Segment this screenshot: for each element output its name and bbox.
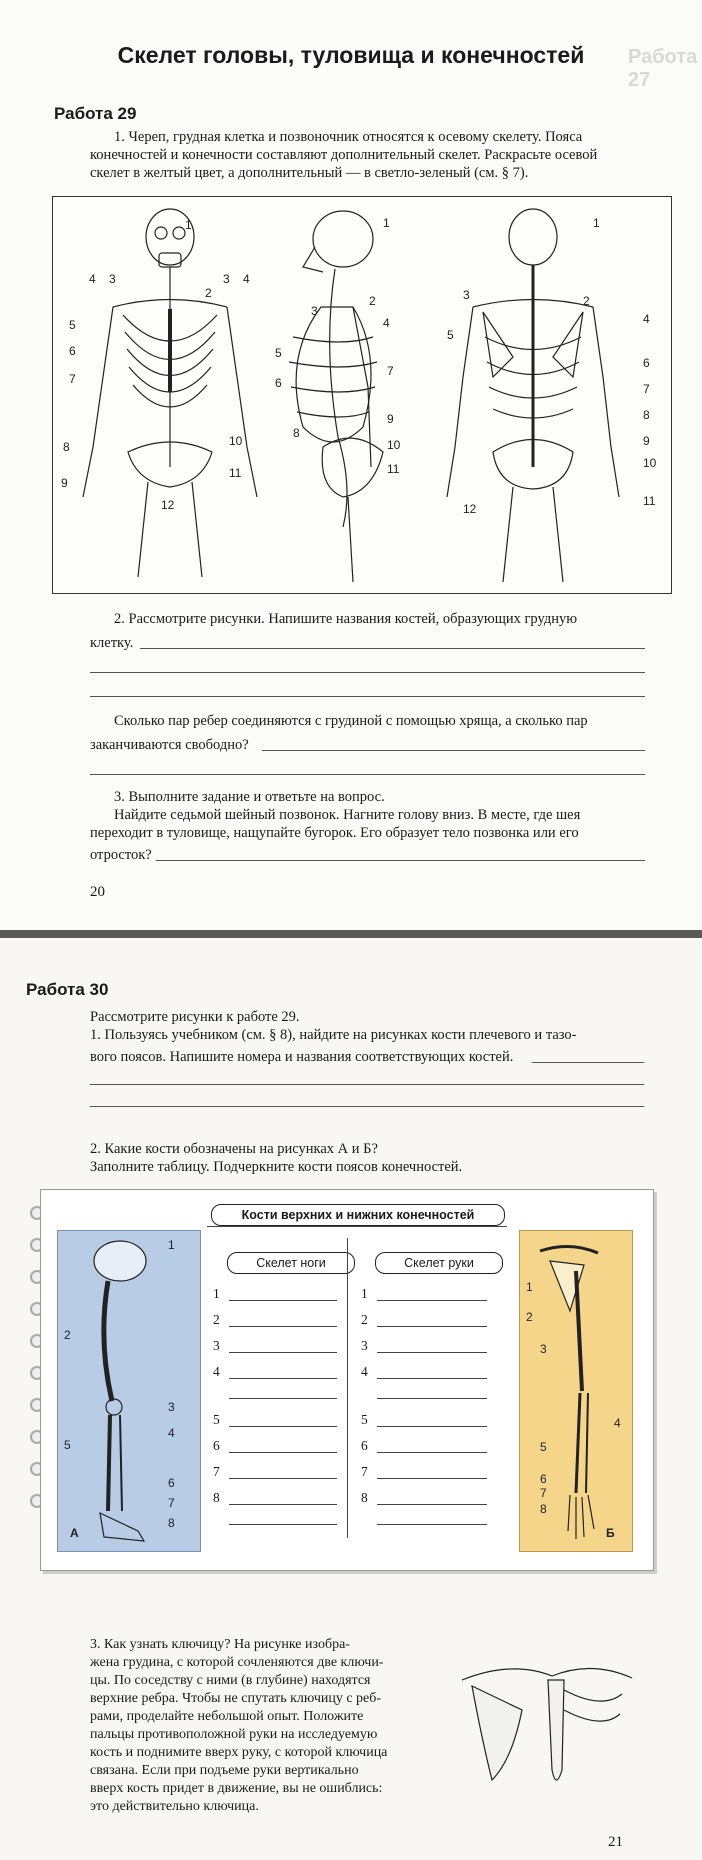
panel-b-num-2: 2 <box>526 1310 533 1324</box>
front-label-10: 10 <box>229 434 243 448</box>
task2-line2: клетку. <box>90 635 134 651</box>
arm-row-line[interactable] <box>377 1524 487 1525</box>
page-title: Скелет головы, туловища и конечностей <box>117 42 585 68</box>
table-divider <box>347 1238 348 1538</box>
leg-row-number: 7 <box>213 1464 220 1479</box>
answer-line[interactable] <box>532 1062 644 1063</box>
front-label-12: 12 <box>161 498 175 512</box>
panel-b-num-8: 8 <box>540 1502 547 1516</box>
panel-a-num-3: 3 <box>168 1400 175 1414</box>
panel-b-letter: Б <box>606 1526 615 1540</box>
front-label-4b: 4 <box>243 272 250 286</box>
p21-task3-line2: жена грудина, с которой сочленяются две ключи- <box>90 1655 384 1670</box>
leg-row-number: 6 <box>213 1438 220 1453</box>
panel-a-num-7: 7 <box>168 1496 175 1510</box>
answer-line[interactable] <box>90 774 645 775</box>
q2-line2: заканчиваются свободно? <box>90 737 249 753</box>
front-label-9: 9 <box>61 476 68 490</box>
side-label-3: 3 <box>311 304 318 318</box>
p21-task3-line9: вверх кость придет в движение, вы не ошиблись: <box>90 1781 383 1796</box>
panel-a-letter: А <box>70 1526 79 1540</box>
leg-skeleton-illustration <box>58 1231 200 1551</box>
front-label-8: 8 <box>63 440 70 454</box>
leg-row-line[interactable] <box>229 1452 337 1453</box>
arm-row-number: 5 <box>361 1412 368 1427</box>
panel-b-num-1: 1 <box>526 1280 533 1294</box>
page-number-21: 21 <box>608 1834 623 1850</box>
panel-a-leg <box>57 1230 201 1552</box>
answer-line[interactable] <box>90 1106 644 1107</box>
side-label-2: 2 <box>369 294 376 308</box>
arm-row-line[interactable] <box>377 1352 487 1353</box>
answer-line[interactable] <box>156 860 645 861</box>
leg-row-number: 8 <box>213 1490 220 1505</box>
side-label-11: 11 <box>387 462 400 476</box>
side-label-4: 4 <box>383 316 390 330</box>
front-label-11: 11 <box>229 466 242 480</box>
leg-row-number: 2 <box>213 1312 220 1327</box>
arm-row-number: 2 <box>361 1312 368 1327</box>
p21-task3-line6: пальцы противоположной руки на исследуемую <box>90 1727 378 1742</box>
leg-row-line[interactable] <box>229 1326 337 1327</box>
side-label-7: 7 <box>387 364 394 378</box>
answer-line[interactable] <box>140 648 645 649</box>
task1-line3: скелет в желтый цвет, а дополнительный — в светло-зеленый (см. § 7). <box>90 165 529 181</box>
table-title: Кости верхних и нижних конечностей <box>211 1204 505 1226</box>
q2-line1: Сколько пар ребер соединяются с грудиной с помощью хряща, а сколько пар <box>114 713 588 729</box>
front-label-5: 5 <box>69 318 76 332</box>
arm-row-line[interactable] <box>377 1378 487 1379</box>
arm-row-number: 3 <box>361 1338 368 1353</box>
p21-task3-line4: верхние ребра. Чтобы не спутать ключицу с реб- <box>90 1691 382 1706</box>
arm-row-line[interactable] <box>377 1300 487 1301</box>
arm-row-line[interactable] <box>377 1504 487 1505</box>
front-label-6: 6 <box>69 344 76 358</box>
arm-row-number: 1 <box>361 1286 368 1301</box>
p21-task3-line1: 3. Как узнать ключицу? На рисунке изобра- <box>90 1637 350 1652</box>
front-label-7: 7 <box>69 372 76 386</box>
back-label-4: 4 <box>643 312 650 326</box>
leg-row-line[interactable] <box>229 1426 337 1427</box>
panel-a-num-1: 1 <box>168 1238 175 1252</box>
table-top-line <box>207 1226 507 1227</box>
panel-b-num-5: 5 <box>540 1440 547 1454</box>
answer-line[interactable] <box>90 672 645 673</box>
arm-row-number: 6 <box>361 1438 368 1453</box>
back-label-7: 7 <box>643 382 650 396</box>
back-label-9: 9 <box>643 434 650 448</box>
p21-task3-line3: цы. По соседству с ними (в глубине) находятся <box>90 1673 371 1688</box>
answer-line[interactable] <box>262 750 645 751</box>
panel-a-num-2: 2 <box>64 1328 71 1342</box>
p21-task3-line5: рами, проделайте небольшой опыт. Положите <box>90 1709 364 1724</box>
leg-row-number: 5 <box>213 1412 220 1427</box>
col-header-arm: Скелет руки <box>375 1252 503 1274</box>
arm-skeleton-illustration <box>520 1231 632 1551</box>
page-number-20: 20 <box>90 884 105 900</box>
p21-task3-line8: связана. Если при подъеме руки вертикально <box>90 1763 359 1778</box>
back-label-5: 5 <box>447 328 454 342</box>
side-label-6: 6 <box>275 376 282 390</box>
panel-b-num-3: 3 <box>540 1342 547 1356</box>
leg-row-number: 1 <box>213 1286 220 1301</box>
front-label-4: 4 <box>89 272 96 286</box>
p21-task1-line1: 1. Пользуясь учебником (см. § 8), найдите на рисунках кости плечевого и тазо- <box>90 1027 577 1043</box>
arm-row-number: 4 <box>361 1364 368 1379</box>
side-label-10: 10 <box>387 438 401 452</box>
back-label-12: 12 <box>463 502 477 516</box>
back-label-8: 8 <box>643 408 650 422</box>
panel-b-arm <box>519 1230 633 1552</box>
front-label-1: 1 <box>185 218 192 232</box>
leg-row-number: 4 <box>213 1364 220 1379</box>
leg-row-line[interactable] <box>229 1478 337 1479</box>
side-label-5: 5 <box>275 346 282 360</box>
task1-line2: конечностей и конечности составляют дополнительный скелет. Раскрасьте осевой <box>90 147 598 163</box>
skeleton-figure <box>52 196 672 594</box>
work-title-30: Работа 30 <box>26 980 109 999</box>
ghost-text: Работа 27 <box>628 46 698 91</box>
back-label-10: 10 <box>643 456 657 470</box>
task3-line3: переходит в туловище, нащупайте бугорок. Его образует тело позвонка или его <box>90 825 579 841</box>
p21-task2-line1: 2. Какие кости обозначены на рисунках А и Б? <box>90 1141 378 1157</box>
leg-row-line[interactable] <box>229 1300 337 1301</box>
limbs-table-card <box>40 1189 654 1571</box>
panel-b-num-6: 6 <box>540 1472 547 1486</box>
work-title-29: Работа 29 <box>54 104 137 123</box>
p21-task2-line2: Заполните таблицу. Подчеркните кости поясов конечностей. <box>90 1159 463 1175</box>
side-label-1: 1 <box>383 216 390 230</box>
panel-a-num-5: 5 <box>64 1438 71 1452</box>
answer-line[interactable] <box>90 1084 644 1085</box>
leg-row-line[interactable] <box>229 1352 337 1353</box>
panel-b-num-4: 4 <box>614 1416 621 1430</box>
p21-task3-line10: это действительно ключица. <box>90 1799 259 1814</box>
front-label-3b: 3 <box>223 272 230 286</box>
arm-row-number: 8 <box>361 1490 368 1505</box>
arm-row-line[interactable] <box>377 1326 487 1327</box>
side-label-9: 9 <box>387 412 394 426</box>
leg-row-number: 3 <box>213 1338 220 1353</box>
panel-a-num-8: 8 <box>168 1516 175 1530</box>
side-skeleton <box>289 211 383 582</box>
panel-b-num-7: 7 <box>540 1486 547 1500</box>
front-label-2: 2 <box>205 286 212 300</box>
page-21 <box>0 938 702 1860</box>
leg-row-line[interactable] <box>229 1378 337 1379</box>
leg-row-line[interactable] <box>229 1504 337 1505</box>
side-label-8: 8 <box>293 426 300 440</box>
p21-task3-line7: кость и поднимите вверх руку, с которой ключица <box>90 1745 388 1760</box>
back-skeleton <box>447 209 619 582</box>
arm-row-line[interactable] <box>377 1478 487 1479</box>
back-label-6: 6 <box>643 356 650 370</box>
task3-line2: Найдите седьмой шейный позвонок. Нагните голову вниз. В месте, где шея <box>114 807 581 823</box>
back-label-11: 11 <box>643 494 656 508</box>
arm-row-number: 7 <box>361 1464 368 1479</box>
col-header-leg: Скелет ноги <box>227 1252 355 1274</box>
arm-row-line[interactable] <box>377 1398 487 1399</box>
clavicle-illustration <box>452 1650 642 1802</box>
leg-row-line[interactable] <box>229 1398 337 1399</box>
back-label-1: 1 <box>593 216 600 230</box>
back-label-3: 3 <box>463 288 470 302</box>
front-skeleton <box>83 209 257 577</box>
panel-a-num-4: 4 <box>168 1426 175 1440</box>
arm-row-line[interactable] <box>377 1426 487 1427</box>
leg-row-line[interactable] <box>229 1524 337 1525</box>
front-label-3: 3 <box>109 272 116 286</box>
panel-a-num-6: 6 <box>168 1476 175 1490</box>
answer-line[interactable] <box>90 696 645 697</box>
back-label-2: 2 <box>583 294 590 308</box>
task1-line1: 1. Череп, грудная клетка и позвоночник относятся к осевому скелету. Пояса <box>114 129 583 145</box>
skeleton-illustration <box>53 197 671 593</box>
task2-line1: 2. Рассмотрите рисунки. Напишите названия костей, образующих грудную <box>114 611 578 627</box>
p21-task1-line2: вого поясов. Напишите номера и названия соответствующих костей. <box>90 1049 514 1065</box>
task3-line1: 3. Выполните задание и ответьте на вопрос. <box>114 789 385 805</box>
intro-text: Рассмотрите рисунки к работе 29. <box>90 1009 300 1025</box>
arm-row-line[interactable] <box>377 1452 487 1453</box>
task3-line4: отросток? <box>90 847 152 863</box>
